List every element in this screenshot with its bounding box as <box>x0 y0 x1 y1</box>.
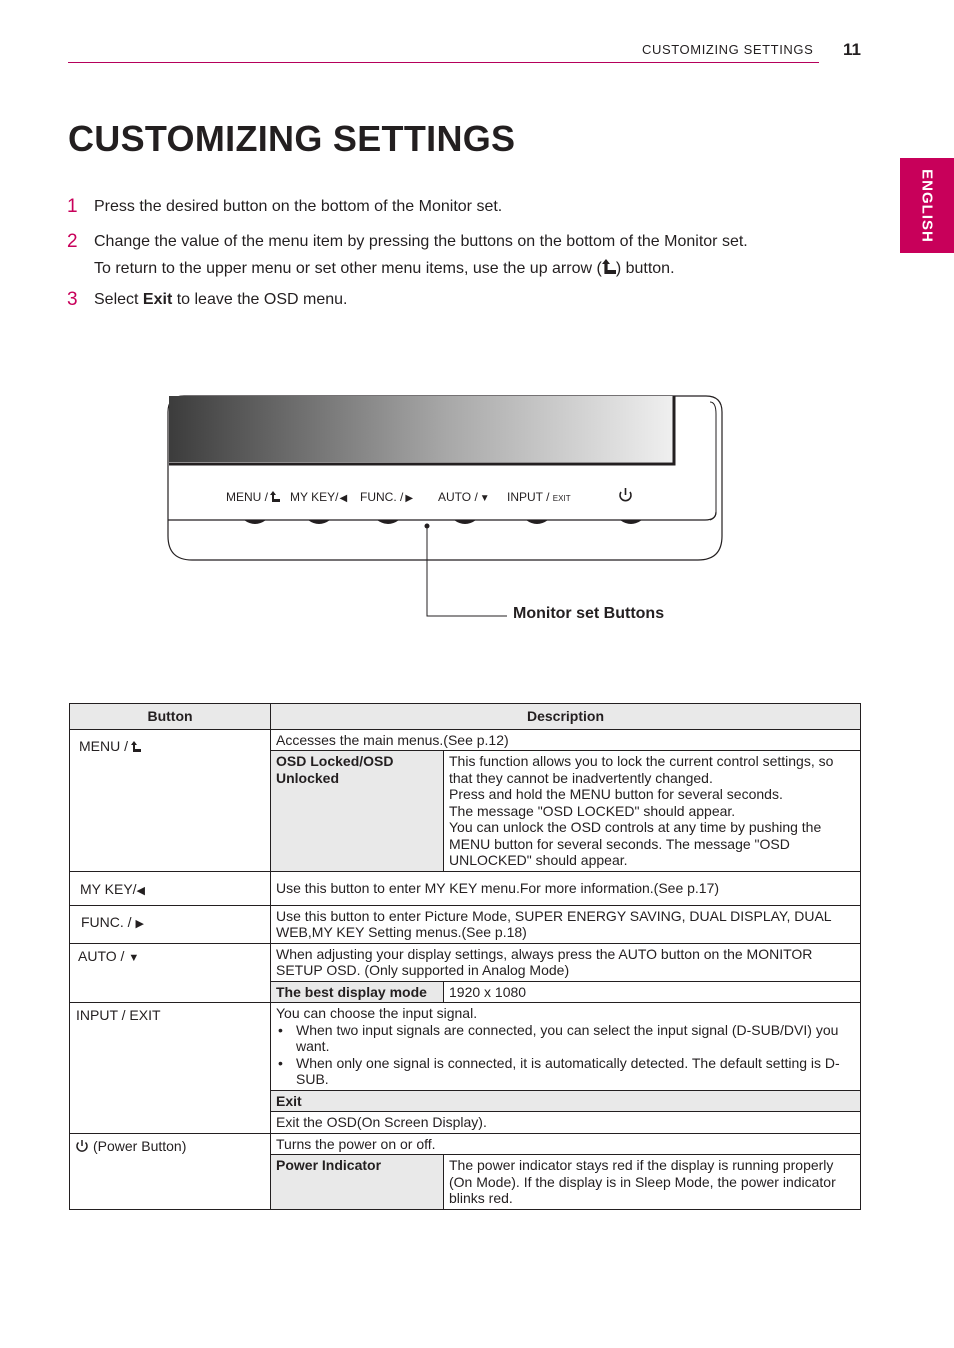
bullet-list <box>276 1022 855 1088</box>
step-number: 2 <box>67 231 78 252</box>
list-item: • When two input signals are connected, you can select the input signal (D-SUB/DVI) you want. <box>276 1022 855 1055</box>
button-cell-power: (Power Button) <box>70 1133 271 1209</box>
description-cell: Use this button to enter MY KEY menu.For more information.(See p.17) <box>271 871 861 905</box>
sub-label-cell: The best display mode <box>271 981 444 1003</box>
page-number: 11 <box>843 40 861 59</box>
list-item: • When only one signal is connected, it is automatically detected. The default setting is D-SUB. <box>276 1055 855 1088</box>
button-cell-func: FUNC. / ▶ <box>70 905 271 943</box>
step-2 <box>67 231 78 253</box>
table-row <box>70 729 861 751</box>
step-2-text: Change the value of the menu item by pressing the buttons on the bottom of the Monitor set. <box>94 233 748 250</box>
table-row <box>70 905 861 943</box>
sub-description-cell: The power indicator stays red if the display is running properly (On Mode). If the display is in Sleep Mode, the power indicator blinks red. <box>444 1155 861 1210</box>
monitor-mykey-button: MY KEY/◀ <box>290 490 348 504</box>
description-cell: Turns the power on or off. <box>271 1133 861 1155</box>
up-arrow-icon <box>131 741 142 752</box>
description-cell: Use this button to enter Picture Mode, SUPER ENERGY SAVING, DUAL DISPLAY, DUAL WEB,MY KEY Setting menus.(See p.18) <box>271 905 861 943</box>
table-header-row <box>70 704 861 730</box>
sub-label-cell: Power Indicator <box>271 1155 444 1210</box>
sub-label-cell: OSD Locked/OSD Unlocked <box>271 751 444 872</box>
sub-description-cell: Exit the OSD(On Screen Display). <box>271 1112 861 1134</box>
page-title: CUSTOMIZING SETTINGS <box>68 118 516 159</box>
power-icon <box>75 1139 89 1153</box>
monitor-input-button: INPUT / EXIT <box>507 490 571 504</box>
left-arrow-icon: ◀ <box>339 493 348 504</box>
up-arrow-icon <box>602 259 616 275</box>
table-row <box>70 1003 861 1091</box>
running-header: CUSTOMIZING SETTINGS <box>642 42 814 57</box>
button-cell-auto: AUTO / ▼ <box>70 943 271 1003</box>
down-arrow-icon: ▼ <box>479 493 490 504</box>
monitor-illustration <box>160 388 730 628</box>
sub-description-cell: This function allows you to lock the current control settings, so that they cannot be inadvertently changed. Press and hold the MENU button for several seconds. The message "OSD LOCKED" should appear. You can unlock the OSD controls at any time by pushing the MENU button for several seconds. The message "OSD UNLOCKED" should appear. <box>444 751 861 872</box>
monitor-func-button: FUNC. / ▶ <box>360 490 414 504</box>
step-1 <box>67 196 78 218</box>
language-tab <box>900 158 954 253</box>
column-header-description: Description <box>271 704 861 730</box>
header-rule <box>68 62 819 63</box>
step-2-text-line2: To return to the upper menu or set other menu items, use the up arrow ( ) button. <box>94 260 675 277</box>
step-number: 3 <box>67 289 78 310</box>
right-arrow-icon: ▶ <box>405 493 414 504</box>
sub-label-cell: Exit <box>271 1090 861 1112</box>
button-cell-menu: MENU / <box>70 729 271 871</box>
language-tab-label: ENGLISH <box>918 168 936 243</box>
diagram-caption: Monitor set Buttons <box>513 605 665 622</box>
step-3 <box>67 289 78 311</box>
step-1-text: Press the desired button on the bottom of the Monitor set. <box>94 198 503 215</box>
monitor-menu-button: MENU / <box>226 490 281 504</box>
right-arrow-icon: ▶ <box>135 917 144 930</box>
left-arrow-icon: ◀ <box>136 884 146 897</box>
sub-value-cell: 1920 x 1080 <box>444 981 861 1003</box>
monitor-auto-button: AUTO / ▼ <box>438 490 490 504</box>
step-3-text: Select Exit to leave the OSD menu. <box>94 291 348 308</box>
table-row <box>70 1133 861 1155</box>
down-arrow-icon: ▼ <box>128 951 140 964</box>
column-header-button: Button <box>70 704 271 730</box>
button-cell-mykey: MY KEY/◀ <box>70 871 271 905</box>
up-arrow-icon <box>270 491 281 502</box>
button-description-table <box>69 703 861 1210</box>
button-cell-input: INPUT / EXIT <box>70 1003 271 1134</box>
table-row <box>70 871 861 905</box>
description-cell: When adjusting your display settings, always press the AUTO button on the MONITOR SETUP OSD. (Only supported in Analog Mode) <box>271 943 861 981</box>
description-cell: You can choose the input signal. • When two input signals are connected, you can select the input signal (D-SUB/DVI) you want. • When only one signal is connected, it is automatically detected. The default setting is D-SUB. <box>271 1003 861 1091</box>
description-cell: Accesses the main menus.(See p.12) <box>271 729 861 751</box>
table-row <box>70 943 861 981</box>
step-number: 1 <box>67 196 78 217</box>
